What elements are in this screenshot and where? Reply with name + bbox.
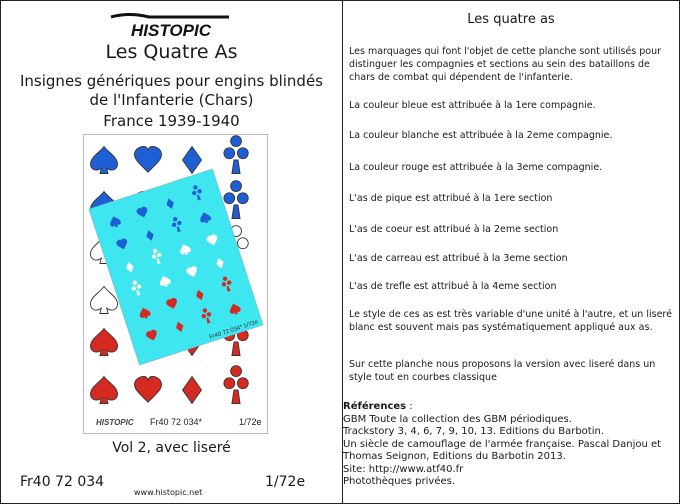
white-company-text: La couleur blanche est attribuée à la 2eme compagnie.: [349, 130, 613, 141]
reference-3: Un siècle de camouflage de l'armée française. Pascal Danjou et Thomas Seignon, Editions du Barbotin 2013.: [343, 438, 662, 462]
reference-1: GBM Toute la collection des GBM périodiques.: [343, 413, 572, 425]
product-code: Fr40 72 034: [20, 474, 105, 490]
spade-icon: [91, 329, 118, 356]
right-panel: [343, 1, 679, 503]
references-block: [343, 401, 679, 489]
spade-icon: [91, 287, 118, 314]
style-paragraph: Le style de ces as est très variable d'une unité à l'autre, et un liseré blanc est souvent mais pas systématiquement appliqué aux as.: [349, 309, 672, 333]
decal-sheet-preview: [83, 134, 268, 434]
website-link[interactable]: www.histopic.net: [134, 488, 203, 497]
references-heading: Références: [343, 401, 407, 412]
sheet-dates: France 1939-1940: [103, 112, 240, 130]
reference-5: Photothèques privées.: [343, 476, 456, 487]
histopic-logo: [109, 11, 239, 39]
version-paragraph: Sur cette planche nous proposons la version avec liseré dans un style tout en courbes classique: [349, 359, 656, 383]
decal-caption: Vol 2, avec liseré: [112, 440, 231, 456]
small-decal-scale: 1/72e: [242, 319, 260, 330]
decal-code: Fr40 72 034*: [150, 417, 203, 427]
diamond-icon: [183, 147, 202, 174]
diamond-icon: [183, 377, 202, 404]
small-decal-code: Fr40 72 034*: [208, 324, 244, 341]
club-icon: [224, 366, 248, 404]
spade-icon: [91, 147, 118, 174]
sheet-title: Les Quatre As: [105, 41, 238, 63]
product-scale: 1/72e: [265, 474, 306, 490]
reference-2: Trackstory 3, 4, 6, 7, 9, 10, 13. Editions du Barbotin.: [343, 426, 605, 437]
reference-4[interactable]: Site: http://www.atf40.fr: [343, 463, 464, 475]
info-title: Les quatre as: [467, 12, 555, 27]
heart-section-text: L'as de coeur est attribué à la 2eme section: [349, 224, 559, 235]
sheet-subtitle: [1, 72, 342, 110]
spade-icon: [91, 377, 118, 404]
decal-logo: HISTOPIC: [96, 418, 134, 427]
intro-paragraph: Les marquages qui font l'objet de cette planche sont utilisés pour distinguer les compagnies et sections au sein des bataillons de chars de combat qui dépendent de l'infanterie.: [349, 46, 662, 83]
heart-icon: [135, 377, 162, 403]
spade-section-text: L'as de pique est attribué à la 1ere section: [349, 193, 553, 204]
references-colon: :: [406, 401, 413, 412]
club-icon: [224, 136, 248, 174]
subtitle-line-2: de l'Infanterie (Chars): [89, 91, 254, 109]
diamond-section-text: L'as de carreau est attribué à la 3eme section: [349, 253, 568, 264]
decal-scale: 1/72e: [239, 417, 262, 427]
decal-artwork: [84, 135, 267, 433]
red-company-text: La couleur rouge est attribuée à la 3eme compagnie.: [349, 162, 603, 173]
blue-company-text: La couleur bleue est attribuée à la 1ere compagnie.: [349, 100, 596, 111]
logo-text: HISTOPIC: [131, 21, 211, 39]
club-icon: [224, 181, 248, 219]
subtitle-line-1: Insignes génériques pour engins blindés: [20, 72, 323, 90]
club-section-text: L'as de trefle est attribué à la 4eme section: [349, 281, 557, 292]
heart-icon: [135, 147, 162, 173]
left-panel: [1, 1, 342, 503]
